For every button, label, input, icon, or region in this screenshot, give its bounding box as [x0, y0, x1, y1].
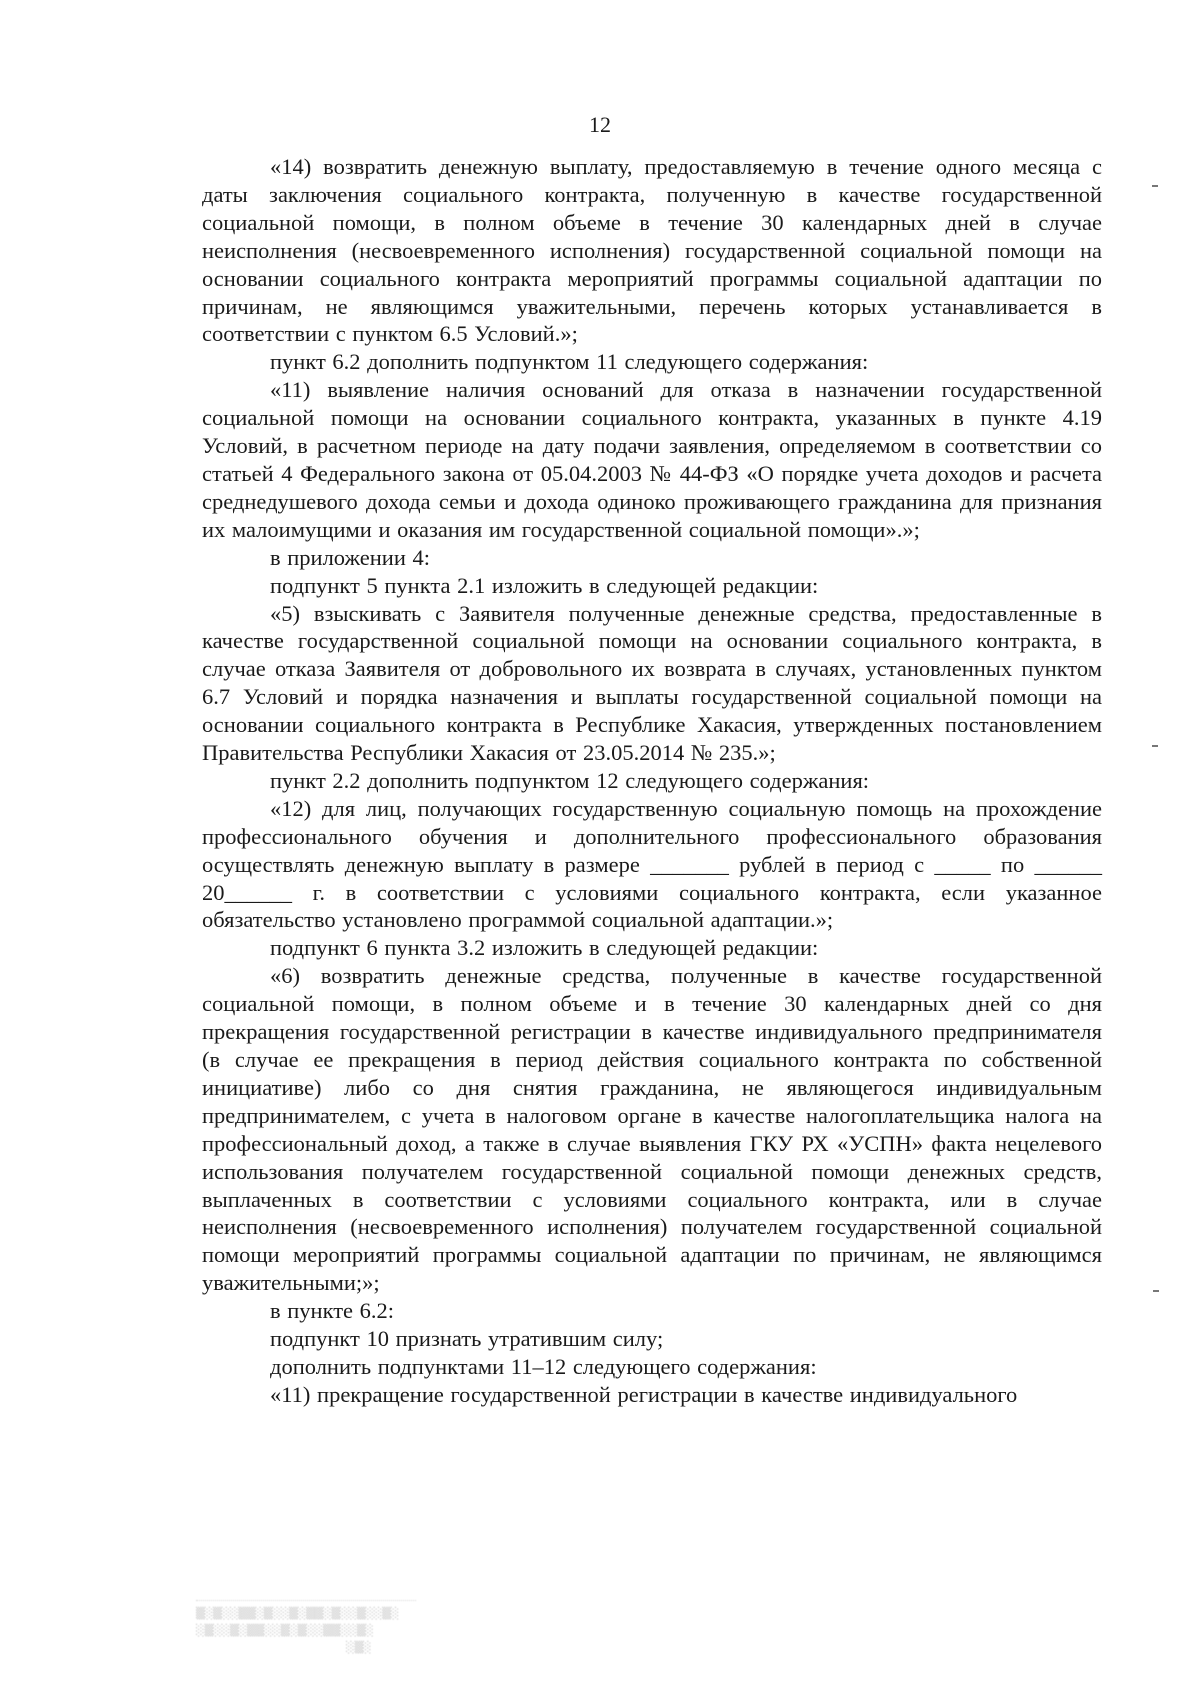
paragraph: в приложении 4:	[270, 544, 430, 570]
paragraph: «12) для лиц, получающих государственную социальную помощь на прохождение профессионального обучения и дополнительного профессионального образования осуществлять денежную выплату в размере _______ рублей в период с _____ по ______ 20______ г. в соответствии с условиями социального контракта, если указанное обязательство установлено программой социальной адаптации.»;	[202, 795, 1102, 933]
document-body	[202, 153, 1102, 1409]
faint-stamp: ▒░▒░░▒▒░▒░░▒░▒▒░▒░░▒░░▒░ ░▒░░▒░▒▒░░▒░▒░░▒▒░░▒░ ░▒░	[196, 1600, 416, 1670]
paragraph: в пункте 6.2:	[270, 1298, 395, 1324]
scan-speck	[1153, 1290, 1159, 1292]
paragraph: «11) выявление наличия оснований для отказа в назначении государственной социальной помощи на основании социального контракта, указанных в пункте 4.19 Условий, в расчетном периоде на дату подачи заявления, определяемом в соответствии со статьей 4 Федерального закона от 05.04.2003 № 44-ФЗ «О порядке учета доходов и расчета среднедушевого дохода семьи и дохода одиноко проживающего гражданина для признания их малоимущими и оказания им государственной социальной помощи».»;	[202, 377, 1102, 542]
paragraph: подпункт 6 пункта 3.2 изложить в следующей редакции:	[270, 935, 819, 961]
paragraph: «11) прекращение государственной регистрации в качестве индивидуального	[270, 1381, 1018, 1407]
paragraph: пункт 6.2 дополнить подпунктом 11 следующего содержания:	[270, 349, 869, 375]
paragraph: подпункт 10 признать утратившим силу;	[270, 1326, 664, 1352]
scan-speck	[1152, 185, 1158, 187]
paragraph: «5) взыскивать с Заявителя полученные денежные средства, предоставленные в качестве государственной социальной помощи на основании социального контракта, в случае отказа Заявителя от добровольного их возврата в случаях, установленных пунктом 6.7 Условий и порядка назначения и выплаты государственной социальной помощи на основании социального контракта в Республике Хакасия, утвержденных постановлением Правительства Республики Хакасия от 23.05.2014 № 235.»;	[202, 600, 1102, 766]
paragraph: «14) возвратить денежную выплату, предоставляемую в течение одного месяца с даты заключения социального контракта, полученную в качестве государственной социальной помощи, в полном объеме в течение 30 календарных дней в случае неисполнения (несвоевременного исполнения) государственной социальной помощи на основании социального контракта мероприятий программы социальной адаптации по причинам, не являющимся уважительными, перечень которых устанавливается в соответствии с пунктом 6.5 Условий.»;	[202, 154, 1102, 347]
paragraph: подпункт 5 пункта 2.1 изложить в следующей редакции:	[270, 572, 819, 598]
paragraph: «6) возвратить денежные средства, полученные в качестве государственной социальной помощи, в полном объеме и в течение 30 календарных дней со дня прекращения государственной регистрации в качестве индивидуального предпринимателя (в случае ее прекращения в период действия социального контракта по собственной инициативе) либо со дня снятия гражданина, не являющегося индивидуальным предпринимателем, с учета в налоговом органе в качестве налогоплательщика налога на профессиональный доход, а также в случае выявления ГКУ РХ «УСПН» факта нецелевого использования получателем государственной социальной помощи денежных средств, выплаченных в соответствии с условиями социального контракта, или в случае неисполнения (несвоевременного исполнения) получателем государственной социальной помощи мероприятий программы социальной адаптации по причинам, не являющимся уважительными;»;	[202, 963, 1102, 1296]
page-number: 12	[589, 112, 611, 137]
paragraph: пункт 2.2 дополнить подпунктом 12 следующего содержания:	[270, 767, 870, 793]
paragraph: дополнить подпунктами 11–12 следующего содержания:	[270, 1353, 817, 1379]
scan-speck	[1152, 745, 1158, 747]
